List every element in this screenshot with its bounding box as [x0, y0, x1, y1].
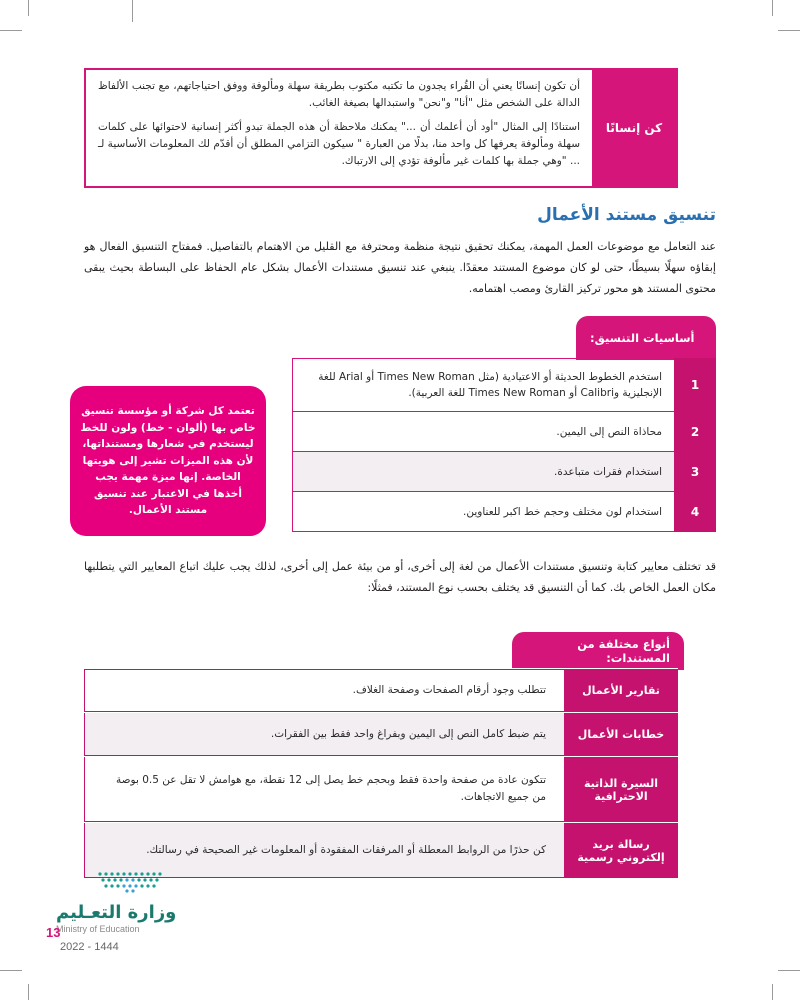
body-paragraph: قد تختلف معايير كتابة وتنسيق مستندات الأعمال من لغة إلى أخرى، أو من بيئة عمل إلى أخرى، لذلك يجب عليك اتباع المعايير التي يتطلبها مكان العمل الخاص بك. كما أن التنسيق قد يختلف بحسب نوع المستند، فمثلًا:	[84, 560, 716, 594]
ministry-name-arabic: وزارة التعـليم	[56, 902, 177, 923]
definition-paragraph-1: أن تكون إنسانًا يعني أن القُراء يجدون ما تكتبه مكتوب بطريقة سهلة ومألوفة ووفق احتياجاتهم، مع تجنب الألفاظ الدالة على الشخص مثل "أنا" و"نحن" واستبدالها بصيغة الغائب.	[98, 80, 580, 109]
type-name: رسالة بريد إلكتروني رسمية	[564, 823, 678, 878]
item-number: 2	[674, 412, 716, 452]
item-number: 4	[674, 492, 716, 532]
callout-note	[70, 386, 266, 536]
types-header: أنواع مختلفة من المستندات:	[512, 632, 684, 670]
item-text: استخدام فقرات متباعدة.	[554, 465, 662, 478]
crop-mark	[772, 984, 773, 1000]
list-item	[292, 358, 700, 412]
table-row	[84, 756, 678, 822]
crop-mark	[772, 0, 773, 16]
table-row	[84, 712, 678, 756]
type-description: تتطلب وجود أرقام الصفحات وصفحة الغلاف.	[84, 669, 564, 712]
crop-mark	[0, 970, 22, 971]
intro-paragraph: عند التعامل مع موضوعات العمل المهمة، يمكنك تحقيق نتيجة منظمة ومحترفة مع القليل من الاهتمام بالتفاصيل. فمفتاح التنسيق الفعال هو إبقاؤه سهلًا بسيطًا، حتى لو كان موضوع المستند معقدًا. ينبغي عند تنسيق مستندات الأعمال بشكل عام الحفاظ على البساطة بحيث يبقى محتوى المستند هو محور تركيز القارئ ومصب اهتمامه.	[84, 240, 716, 295]
document-types-table	[84, 668, 678, 878]
item-text: محاذاة النص إلى اليمين.	[556, 425, 662, 438]
list-item	[292, 452, 700, 492]
item-text: استخدم الخطوط الحديثة أو الاعتيادية (مثل Times New Roman أو Arial للغة الإنجليزية وCalibri أو Times New Roman للغة العربية).	[318, 371, 662, 399]
definition-label: كن إنسانًا	[592, 70, 676, 186]
type-description: يتم ضبط كامل النص إلى اليمين وبفراغ واحد فقط بين الفقرات.	[84, 713, 564, 756]
crop-mark	[778, 30, 800, 31]
item-number: 3	[674, 452, 716, 492]
crop-mark	[778, 970, 800, 971]
type-description: تتكون عادة من صفحة واحدة فقط وبحجم خط يصل إلى 12 نقطة، مع هوامش لا تقل عن 0.5 بوصة من جميع الاتجاهات.	[84, 757, 564, 822]
type-name: خطابات الأعمال	[564, 713, 678, 756]
crop-mark	[132, 0, 133, 22]
definition-text	[98, 78, 580, 177]
type-name: تقارير الأعمال	[564, 669, 678, 712]
crop-mark	[0, 30, 22, 31]
type-description: كن حذرًا من الروابط المعطلة أو المرفقات المفقودة أو المعلومات غير الصحيحة في رسالتك.	[84, 823, 564, 878]
definition-paragraph-2: استنادًا إلى المثال "أود أن أعلمك أن ..." يمكنك ملاحظة أن هذه الجملة تبدو أكثر إنسانية لاحتوائها على كلمات سهلة ومألوفة يعرفها كل واحد منا، بدلًا من العبارة " سيكون التزامي المطلق أن أقدّم لك المعلومات الأساسية لـ ... "وهي جملة بها كلمات غير مألوفة تؤدي إلى الارتباك.	[98, 121, 580, 167]
item-text: استخدام لون مختلف وحجم خط اكبر للعناوين.	[463, 505, 662, 518]
type-name: السيرة الذاتية الاحترافية	[564, 757, 678, 822]
crop-mark	[28, 0, 29, 16]
list-item	[292, 492, 700, 532]
definition-box	[84, 68, 678, 188]
table-row	[84, 822, 678, 878]
basics-list	[292, 358, 700, 532]
basics-header: أساسيات التنسيق:	[576, 316, 716, 360]
list-item	[292, 412, 700, 452]
callout-text: تعتمد كل شركة أو مؤسسة تنسيق خاص بها (ألوان - خط) ولون للخط ليستخدم في شعارها ومستنداتها، لأن هذه الميزات تشير إلى هويتها الخاصة. إنها ميزة مهمة يجب أخذها في الاعتبار عند تنسيق مستند الأعمال.	[80, 405, 256, 517]
section-title: تنسيق مستند الأعمال	[537, 205, 716, 225]
page-number: 13	[46, 925, 61, 940]
crop-mark	[28, 984, 29, 1000]
year-label: 2022 - 1444	[60, 941, 119, 953]
ministry-name-english: Ministry of Education	[56, 924, 140, 934]
table-row	[84, 668, 678, 712]
ministry-logo-icon	[96, 868, 164, 894]
item-number: 1	[674, 358, 716, 412]
